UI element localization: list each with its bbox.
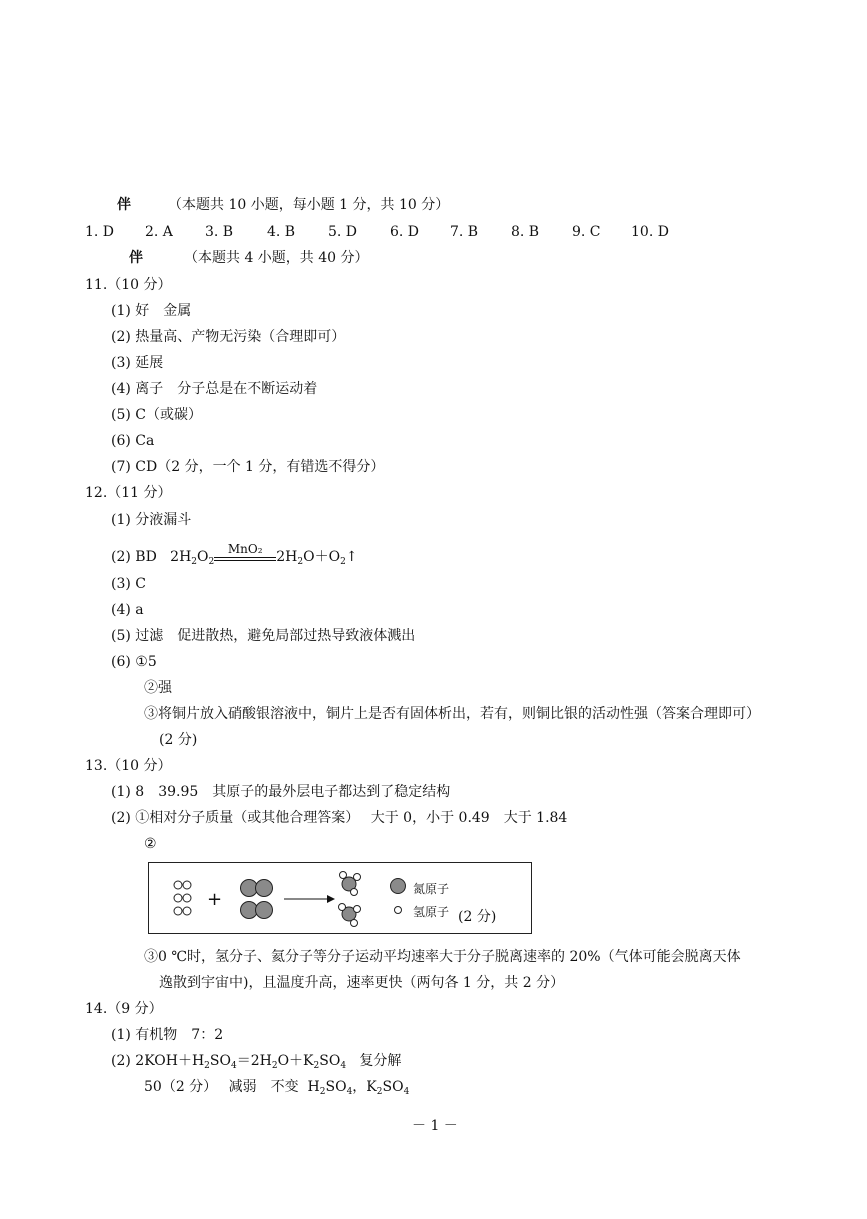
q14-header: 14.（9 分） — [85, 1001, 163, 1017]
mc-answer: 6. D — [390, 224, 420, 240]
nitrogen-molecules — [241, 880, 273, 919]
q14-subitem-line — [144, 1078, 409, 1096]
hydrogen-atom-icon — [395, 907, 402, 914]
q11-item: (2) 热量高、产物无污染（合理即可） — [111, 329, 346, 345]
mc-answer: 1. D — [85, 224, 115, 240]
q14-subitem-text: 50（2 分） 减弱 不变 — [144, 1079, 299, 1095]
ammonia-molecules — [339, 872, 361, 927]
q12-item: (4) a — [111, 602, 144, 618]
section2-desc: （本题共 4 小题，共 40 分） — [184, 250, 369, 266]
mc-answer: 10. D — [631, 224, 669, 240]
q12-subitem: ③将铜片放入硝酸银溶液中，铜片上是否有固体析出，若有，则铜比银的活动性强（答案合理即可） — [144, 706, 760, 722]
q14-item: (1) 有机物 7：2 — [111, 1027, 224, 1043]
q11-item: (3) 延展 — [111, 355, 164, 371]
plus-sign: + — [207, 889, 223, 910]
q13-subitem: ② — [144, 836, 157, 852]
q12-item: (5) 过滤 促进散热，避免局部过热导致液体溅出 — [111, 628, 416, 644]
mc-answer: 3. B — [205, 224, 234, 240]
reaction-type: 复分解 — [359, 1053, 402, 1069]
mc-answer: 9. C — [572, 224, 601, 240]
mc-answer: 8. B — [511, 224, 540, 240]
q13-subitem-continued: 逸散到宇宙中)，且温度升高，速率更快（两句各 1 分，共 2 分） — [159, 975, 565, 991]
section1-title: 伴 — [117, 197, 131, 213]
section2-title: 伴 — [129, 250, 143, 266]
q14-item-label: (2) — [111, 1053, 136, 1069]
hydrogen-molecules — [174, 881, 191, 915]
q12-subitem: ②强 — [144, 680, 172, 696]
q13-subitem: ③0 ℃时，氢分子、氦分子等分子运动平均速率大于分子脱离速率的 20%（气体可能会脱离天体 — [144, 949, 741, 965]
mc-answer: 2. A — [145, 224, 173, 240]
mc-answer: 5. D — [328, 224, 358, 240]
q14-item-equation-line — [111, 1052, 401, 1070]
q11-header: 11.（10 分） — [85, 277, 172, 293]
q12-item: (3) C — [111, 576, 146, 592]
q13-diagram-score: (2 分) — [458, 909, 497, 925]
q13-item: (1) 8 39.95 其原子的最外层电子都达到了稳定结构 — [111, 784, 451, 800]
equation-arrow — [214, 542, 276, 566]
q11-item: (7) CD（2 分，一个 1 分，有错选不得分） — [111, 459, 385, 475]
q13-item: (2) ①相对分子质量（或其他合理答案） 大于 0，小于 0.49 大于 1.84 — [111, 810, 568, 826]
mc-answer: 4. B — [267, 224, 296, 240]
q12-item: (1) 分液漏斗 — [111, 512, 192, 528]
q11-item: (4) 离子 分子总是在不断运动着 — [111, 381, 318, 397]
q13-header: 13.（10 分） — [85, 758, 172, 774]
solute-formulas: $H_2SO_4$，$K_2SO_4$ — [307, 1079, 410, 1097]
mc-answer-row — [0, 223, 867, 241]
reaction-arrow — [284, 895, 335, 903]
page-number: － 1 － — [412, 1118, 458, 1134]
legend-hydrogen-label: 氢原子 — [413, 905, 450, 919]
chemical-equation: $2KOH+H_2SO_4=2H_2O+K_2SO_4$ — [135, 1053, 347, 1071]
legend-nitrogen-label: 氮原子 — [413, 882, 450, 896]
q12-score: (2 分) — [159, 732, 198, 748]
q12-header: 12.（11 分） — [85, 485, 172, 501]
catalyst-label: MnO₂ — [227, 542, 263, 556]
mc-answer: 7. B — [450, 224, 479, 240]
q12-item-label: (2) BD — [111, 549, 157, 565]
chemical-equation: $2H_2O_2$ MnO₂ $2H_2O+O_2↑$ — [170, 542, 358, 567]
q11-item: (1) 好 金属 — [111, 303, 192, 319]
q11-item: (5) C（或碳） — [111, 407, 202, 423]
q11-item: (6) Ca — [111, 433, 155, 449]
section1-desc: （本题共 10 小题，每小题 1 分，共 10 分） — [168, 197, 450, 213]
legend-swatches — [387, 877, 407, 927]
q12-item-equation-line — [111, 542, 358, 567]
nitrogen-atom-icon — [391, 879, 406, 894]
q12-item: (6) ①5 — [111, 654, 157, 670]
